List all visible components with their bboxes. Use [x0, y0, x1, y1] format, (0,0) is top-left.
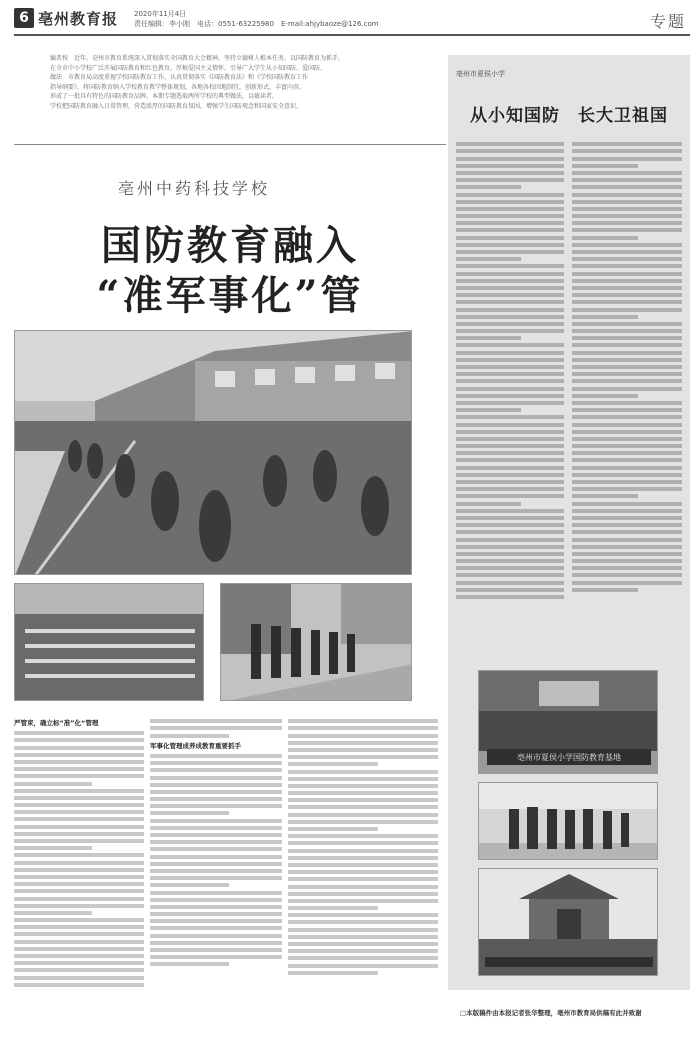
- divider: [14, 144, 446, 145]
- issue-info: [134, 9, 379, 29]
- article-column-3: [288, 716, 438, 1026]
- headline-line-1: 国防教育融入: [101, 222, 359, 269]
- issue-contact: 责任编辑：李小刚 电话：0551-63225980 E-mail:ahjybaoze@126.com: [134, 20, 379, 28]
- banner-text: 亳州市夏侯小学国防教育基地: [517, 753, 621, 762]
- headline-line-2: “准军事化”管: [96, 272, 364, 319]
- editor-note-line: 做法 市教育局高度重视学校国防教育工作，认真贯彻落实《国防教育法》和《学校国防教育工作: [50, 74, 309, 81]
- editor-note: [50, 54, 440, 111]
- school-title: 亳州中药科技学校: [118, 179, 271, 198]
- subhead-2: 军事化管理成养成教育重要抓手: [150, 741, 241, 750]
- issue-date: 2020年11月4日: [134, 10, 187, 18]
- article-column-2: [150, 716, 282, 1026]
- section-tag: 专题: [649, 12, 686, 31]
- sidebar-column-1: [456, 139, 564, 715]
- main-photo-drill: [14, 330, 412, 575]
- footer-credit: □本版稿件由本报记者张华整理，亳州市教育局供稿有此并致谢: [460, 1009, 642, 1017]
- editor-note-line: 编者按 近年，亳州市教育系统深入贯彻落实全国教育大会精神，坚持立德树人根本任务，以国防教育为抓手，: [50, 55, 345, 62]
- sidebar-column-2: [572, 139, 682, 715]
- paper-name: 亳州教育报: [38, 10, 119, 28]
- article-column-1: [14, 716, 144, 1026]
- editor-note-line: 指导纲要》，将国防教育纳入学校教育教学整体规划，各地各校因地制宜，创新形式，丰富内容，: [50, 83, 306, 91]
- sidebar-kicker: 亳州市夏侯小学: [456, 70, 505, 78]
- sidebar-photo-gate-group: [478, 868, 658, 976]
- editor-note-line: 形成了一批具有特色的国防教育品牌。本期专题选取两所学校的典型做法，以飨读者。: [50, 93, 279, 100]
- photo-marching: [220, 583, 412, 701]
- sidebar-headline: 从小知国防 长大卫祖国: [470, 106, 668, 126]
- photo-field-formation: [14, 583, 204, 701]
- page-number: 6: [14, 8, 34, 28]
- sidebar-photo-officials: [478, 782, 658, 860]
- masthead: [14, 6, 690, 36]
- editor-note-line: 学校把国防教育融入日常管理，营造浓厚的国防教育氛围，增强学生国防观念和国家安全意识。: [50, 102, 303, 110]
- subhead-1: 严管束，确立标“准”化“管理: [14, 719, 99, 727]
- editor-note-line: 在全市中小学校广泛开展国防教育和红色教育，厚植爱国主义情怀，引导广大学生从小知国防、爱国防、: [50, 64, 327, 72]
- sidebar-photo-banner-group: [478, 670, 658, 774]
